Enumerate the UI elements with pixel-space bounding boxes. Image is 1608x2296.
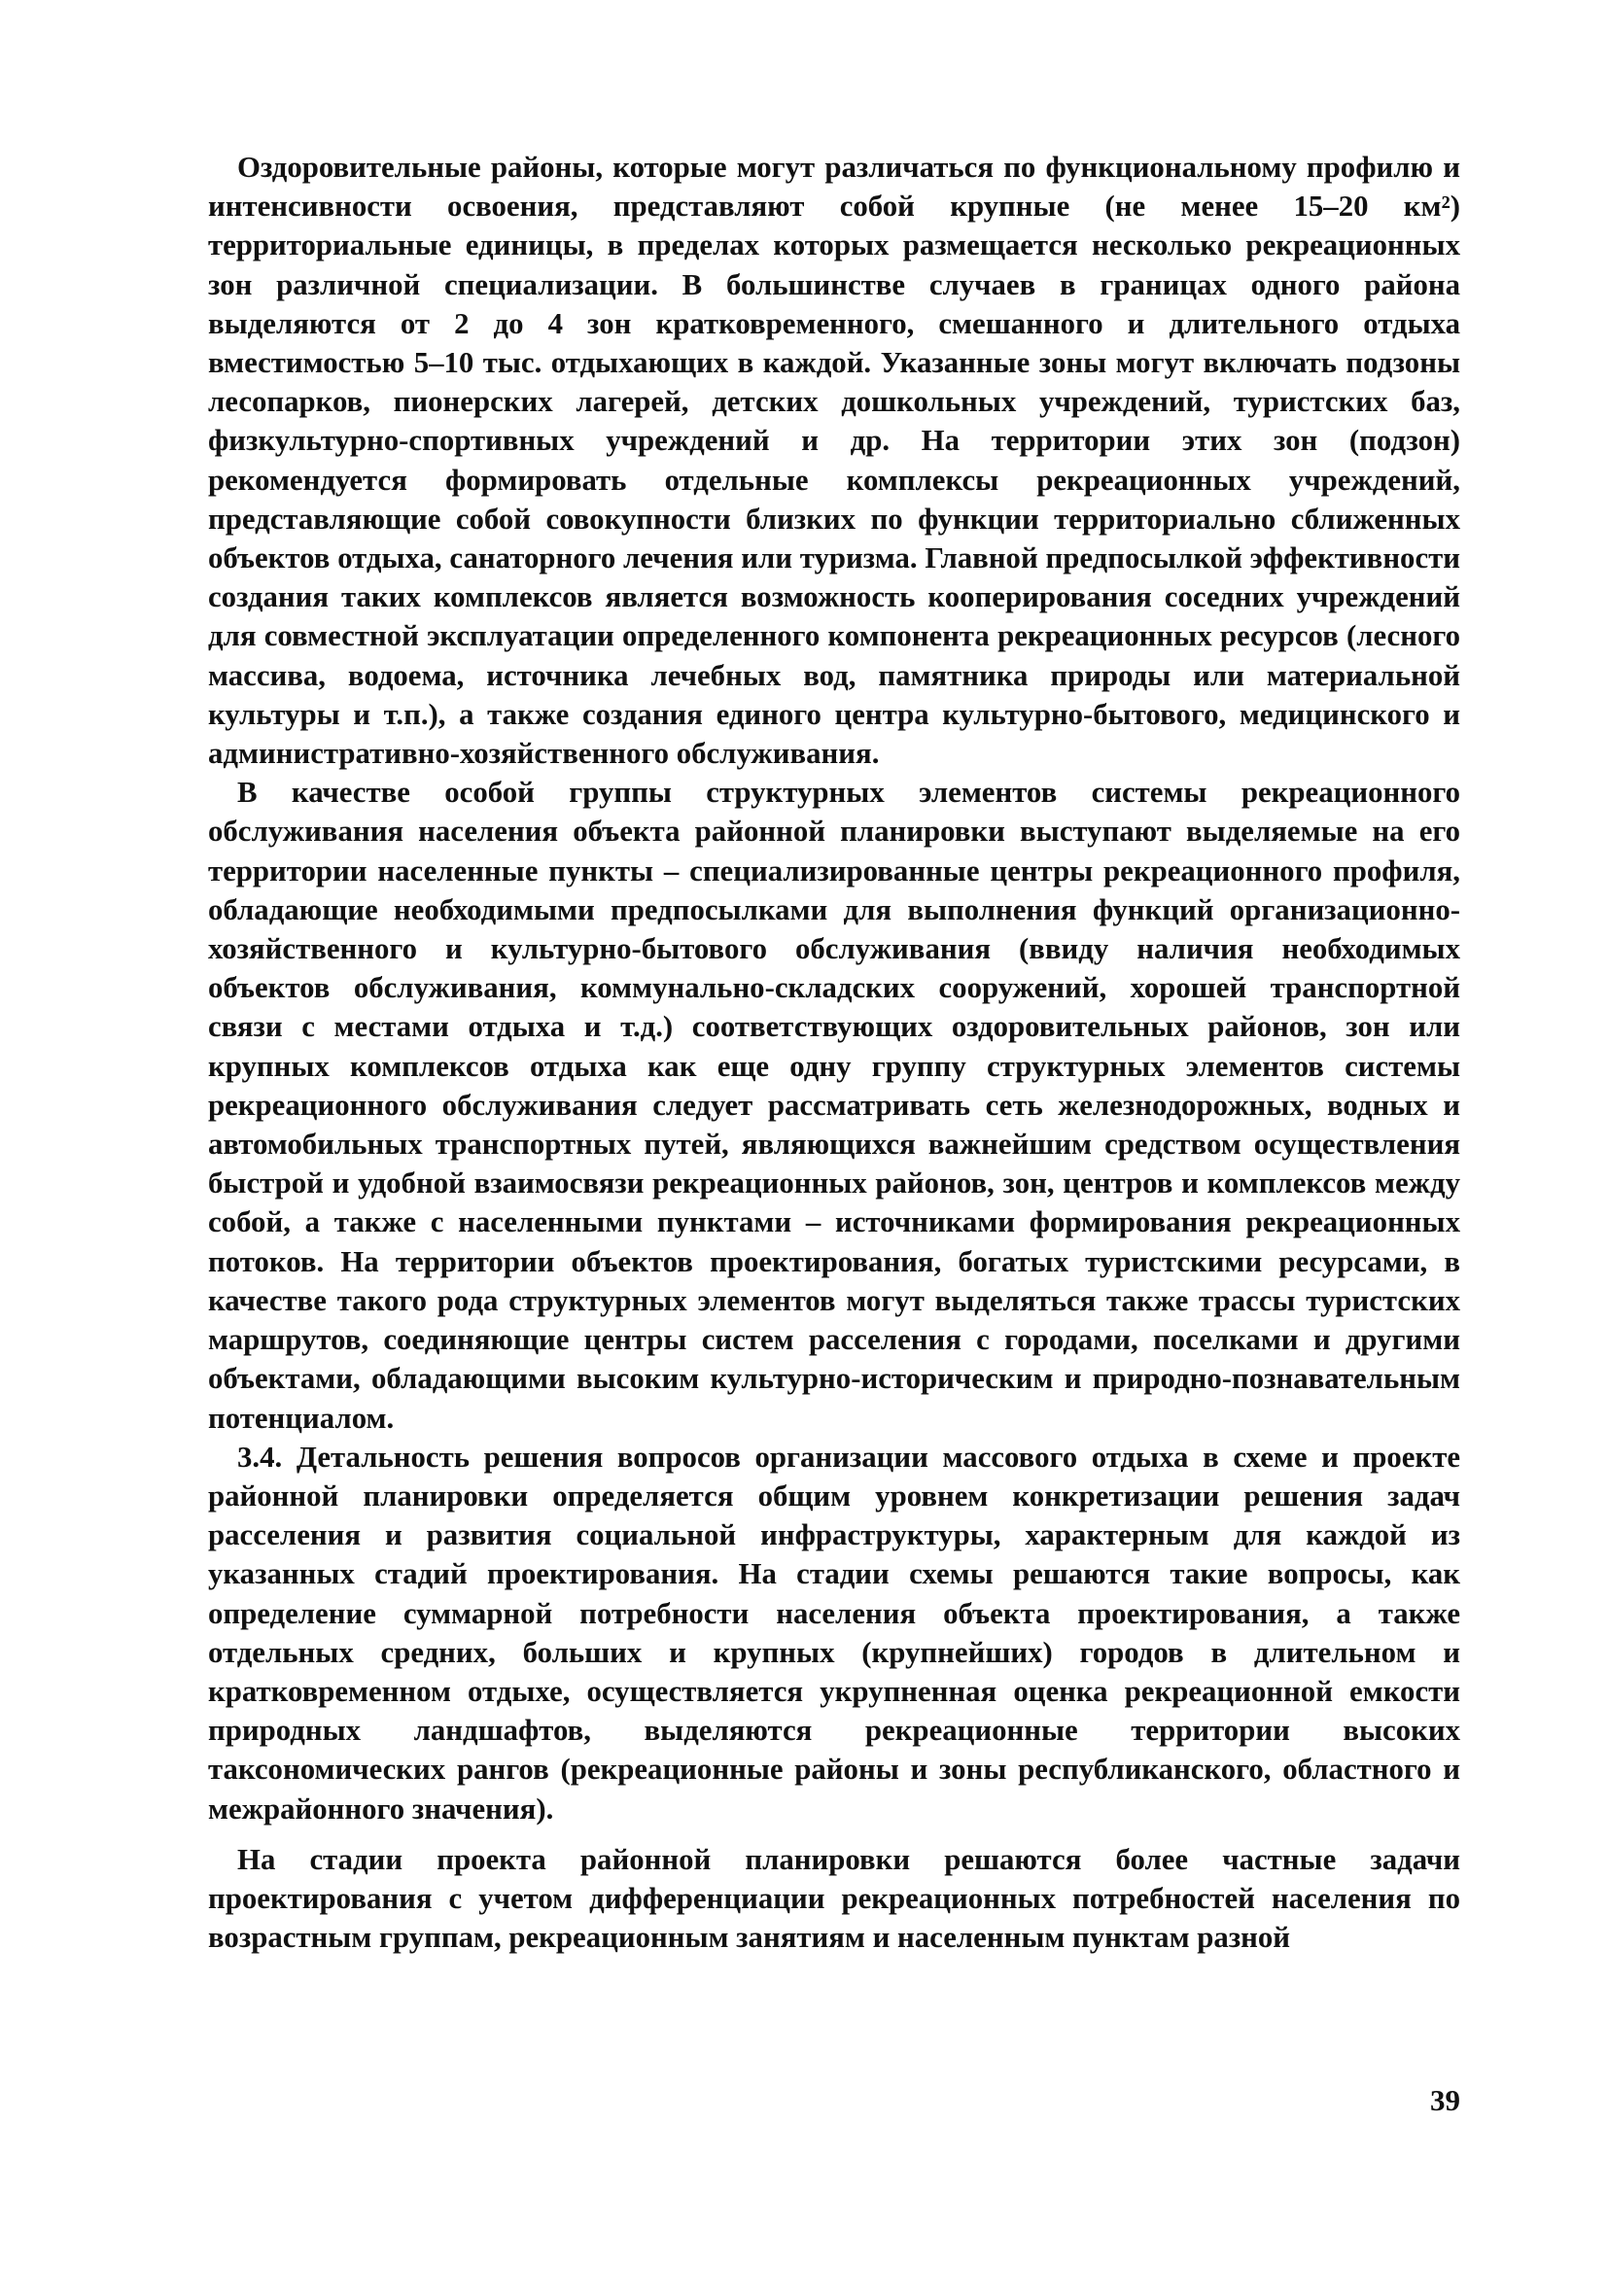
body-paragraph-health-districts: Оздоровительные районы, которые могут различаться по функциональному профилю и интенсивности освоения, представляют собой крупные (не менее 15–20 км²) территориальные единицы, в пределах которых размещается несколько рекреационных зон различной специализации. В большинстве случаев в границах одного района выделяются от 2 до 4 зон кратковременного, смешанного и длительного отдыха вместимостью 5–10 тыс. отдыхающих в каждой. Указанные зоны могут включать подзоны лесопарков, пионерских лагерей, детских дошкольных учреждений, туристских баз, физкультурно-спортивных учреждений и др. На территории этих зон (подзон) рекомендуется формировать отдельные комплексы рекреационных учреждений, представляющие собой совокупности близких по функции территориально сближенных объектов отдыха, санаторного лечения или туризма. Главной предпосылкой эффективности создания таких комплексов является возможность кооперирования соседних учреждений для совместной эксплуатации определенного компонента рекреационных ресурсов (лесного массива, водоема, источника лечебных вод, памятника природы или материальной культуры и т.п.), а также создания единого центра культурно-бытового, медицинского и административно-хозяйственного обслуживания. xyxy=(208,151,1460,771)
body-paragraph-project-stage: На стадии проекта районной планировки решаются более частные задачи проектирования с учетом дифференциации рекреационных потребностей населения по возрастным группам, рекреационным занятиям и населенным пунктам разной xyxy=(208,1842,1460,1955)
page-number: 39 xyxy=(1430,2083,1460,2117)
body-paragraph-structural-elements: В качестве особой группы структурных элементов системы рекреационного обслуживания населения объекта районной планировки выступают выделяемые на его территории населенные пункты – специализированные центры рекреационного профиля, обладающие необходимыми предпосылками для выполнения функций организационно-хозяйственного и культурно-бытового обслуживания (ввиду наличия необходимых объектов обслуживания, коммунально-складских сооружений, хорошей транспортной связи с местами отдыха и т.д.) соответствующих оздоровительных районов, зон или крупных комплексов отдыха как еще одну группу структурных элементов системы рекреационного обслуживания следует рассматривать сеть железнодорожных, водных и автомобильных транспортных путей, являющихся важнейшим средством осуществления быстрой и удобной взаимосвязи рекреационных районов, зон, центров и комплексов между собой, а также с населенными пунктами – источниками формирования рекреационных потоков. На территории объектов проектирования, богатых туристскими ресурсами, в качестве такого рода структурных элементов могут выделяться также трассы туристских маршрутов, соединяющие центры систем расселения с городами, поселками и другими объектами, обладающими высоким культурно-историческим и природно-познавательным потенциалом. xyxy=(208,776,1460,1435)
body-paragraph-section-3-4: 3.4. Детальность решения вопросов организации массового отдыха в схеме и проекте районной планировки определяется общим уровнем конкретизации решения задач расселения и развития социальной инфраструктуры, характерным для каждой из указанных стадий проектирования. На стадии схемы решаются такие вопросы, как определение суммарной потребности населения объекта проектирования, а также отдельных средних, больших и крупных (крупнейших) городов в длительном и кратковременном отдыхе, осуществляется укрупненная оценка рекреационной емкости природных ландшафтов, выделяются рекреационные территории высоких таксономических рангов (рекреационные районы и зоны республиканского, областного и межрайонного значения). xyxy=(208,1440,1460,1826)
document-page xyxy=(208,148,1460,2092)
